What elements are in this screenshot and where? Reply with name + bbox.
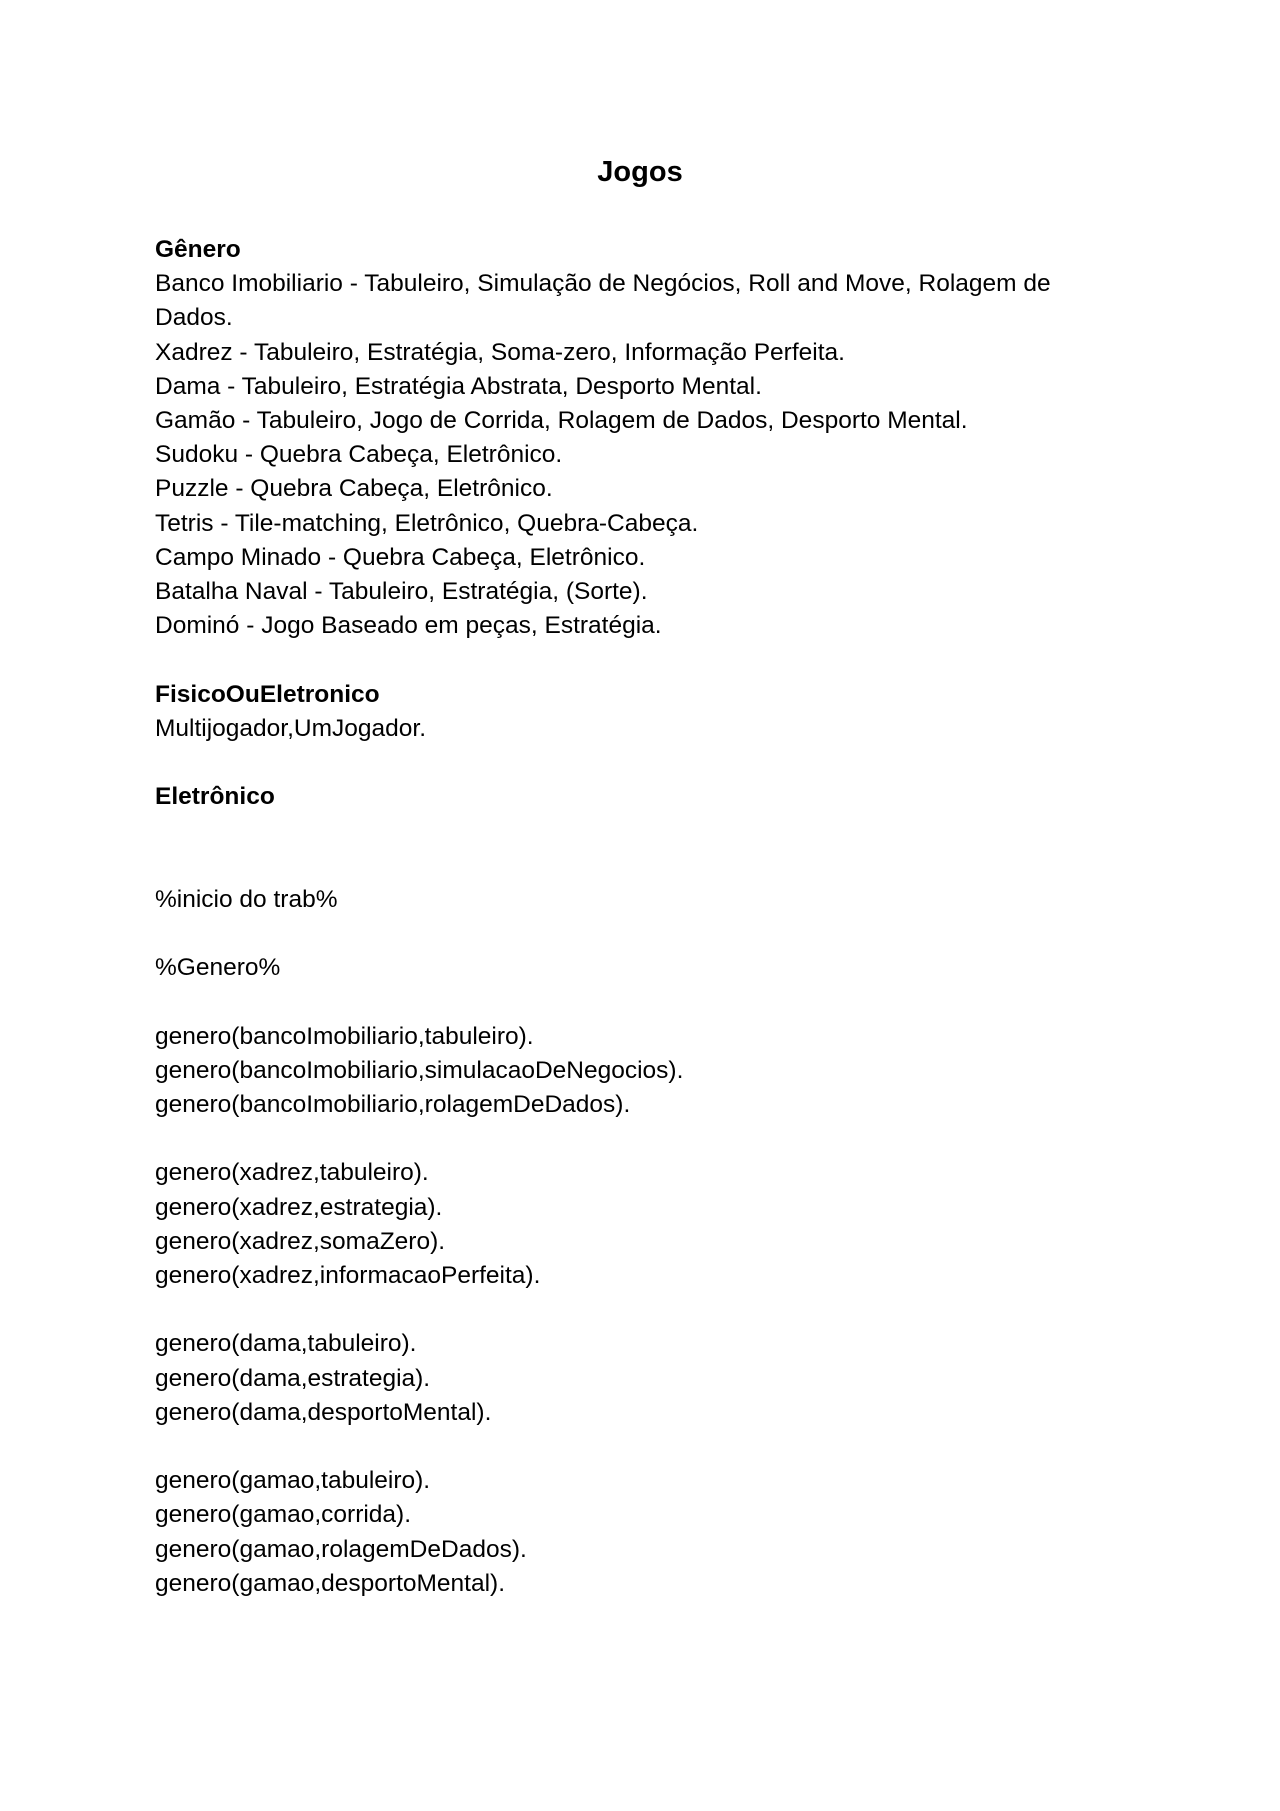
code-line: genero(gamao,desportoMental). — [155, 1569, 506, 1597]
genero-line: Sudoku - Quebra Cabeça, Eletrônico. — [155, 441, 563, 469]
genero-line: Gamão - Tabuleiro, Jogo de Corrida, Rolagem de Dados, Desporto Mental. — [155, 407, 968, 435]
genero-line: Dominó - Jogo Baseado em peças, Estratégia. — [155, 612, 662, 640]
blank-line — [155, 849, 1115, 883]
code-line: genero(gamao,tabuleiro). — [155, 1467, 431, 1495]
section-heading-genero: Gênero — [155, 236, 241, 263]
genero-line: Puzzle - Quebra Cabeça, Eletrônico. — [155, 475, 553, 503]
genero-line: Batalha Naval - Tabuleiro, Estratégia, (Sorte). — [155, 578, 648, 606]
code-line: genero(bancoImobiliario,tabuleiro). — [155, 1022, 534, 1050]
document-body — [155, 233, 1115, 1601]
blank-line — [155, 1293, 1115, 1327]
genero-line: Campo Minado - Quebra Cabeça, Eletrônico. — [155, 543, 646, 571]
code-line: genero(xadrez,somaZero). — [155, 1227, 446, 1255]
genero-line: Banco Imobiliario - Tabuleiro, Simulação de Negócios, Roll and Move, Rolagem de — [155, 270, 1051, 298]
blank-line — [155, 643, 1115, 677]
blank-line — [155, 1122, 1115, 1156]
blank-line — [155, 985, 1115, 1019]
section-heading-fisico: FisicoOuEletronico — [155, 680, 380, 708]
blank-line — [155, 814, 1115, 848]
code-line: genero(xadrez,estrategia). — [155, 1193, 443, 1221]
genero-line: Dama - Tabuleiro, Estratégia Abstrata, Desporto Mental. — [155, 372, 762, 400]
blank-line — [155, 917, 1115, 951]
genero-line: Dados. — [155, 304, 233, 332]
blank-line — [155, 1430, 1115, 1464]
genero-line: Tetris - Tile-matching, Eletrônico, Quebra-Cabeça. — [155, 509, 699, 537]
code-line: genero(dama,desportoMental). — [155, 1398, 492, 1426]
code-line: genero(gamao,rolagemDeDados). — [155, 1535, 527, 1563]
code-comment-inicio: %inicio do trab% — [155, 885, 338, 913]
document-title: Jogos — [597, 156, 683, 188]
code-line: genero(gamao,corrida). — [155, 1501, 412, 1529]
code-comment-genero: %Genero% — [155, 954, 281, 982]
fisico-line: Multijogador,UmJogador. — [155, 714, 427, 742]
blank-line — [155, 746, 1115, 780]
code-line: genero(bancoImobiliario,simulacaoDeNegocios). — [155, 1056, 684, 1084]
code-line: genero(bancoImobiliario,rolagemDeDados). — [155, 1090, 631, 1118]
code-line: genero(xadrez,informacaoPerfeita). — [155, 1261, 541, 1289]
genero-line: Xadrez - Tabuleiro, Estratégia, Soma-zero, Informação Perfeita. — [155, 338, 845, 366]
section-heading-eletronico: Eletrônico — [155, 783, 275, 811]
code-line: genero(dama,estrategia). — [155, 1364, 431, 1392]
code-line: genero(xadrez,tabuleiro). — [155, 1159, 429, 1187]
code-line: genero(dama,tabuleiro). — [155, 1330, 417, 1358]
